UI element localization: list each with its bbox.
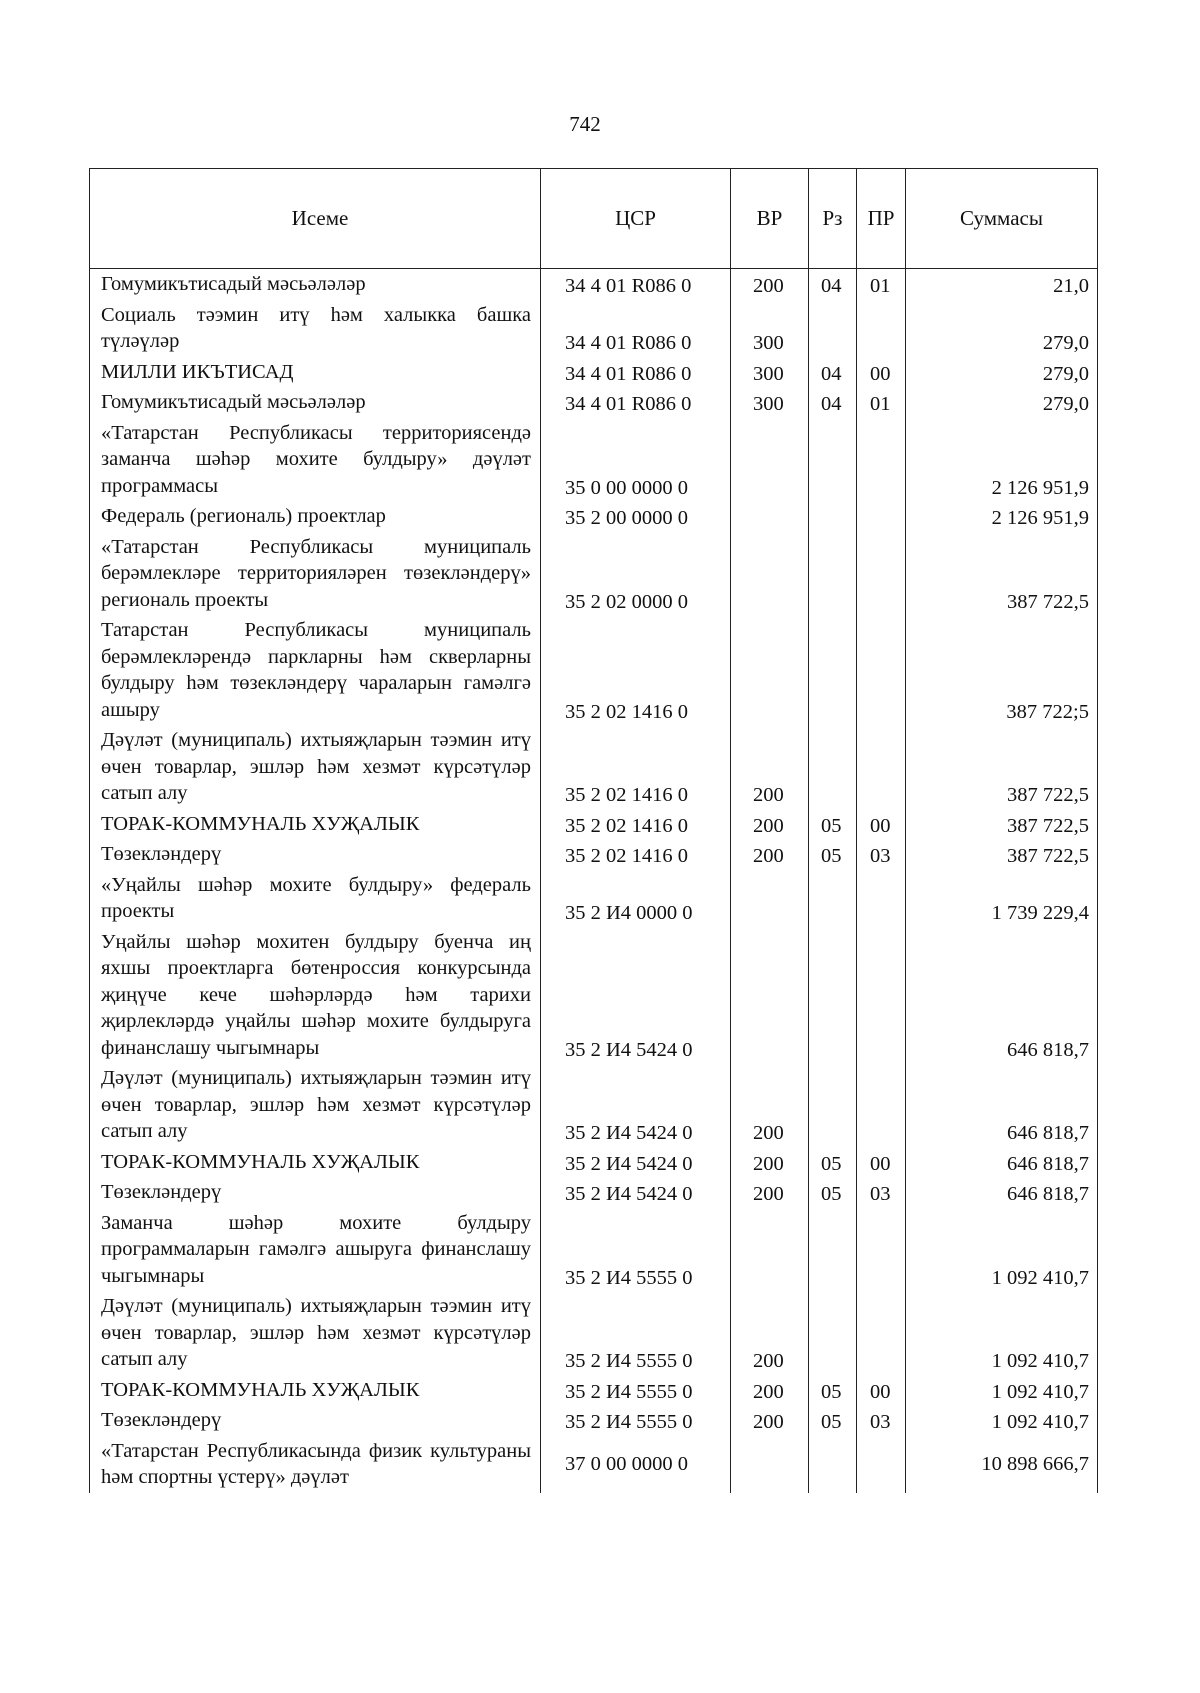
cell-pr <box>857 300 906 357</box>
cell-name: Татарстан Республикасы муниципаль берәмлекләрендә паркларны һәм скверларны булдыру һәм төзекләндерү чараларын гамәлгә ашыру <box>90 615 541 725</box>
cell-csr: 35 2 02 1416 0 <box>541 809 731 840</box>
cell-pr <box>857 927 906 1064</box>
cell-vr: 200 <box>731 725 809 809</box>
cell-vr: 200 <box>731 839 809 870</box>
cell-vr: 200 <box>731 1147 809 1178</box>
cell-name: «Татарстан Республикасы муниципаль берәмлекләре территорияләрен төзекләндерү» региональ проекты <box>90 532 541 616</box>
cell-sum: 1 092 410,7 <box>906 1291 1098 1375</box>
cell-rz <box>809 1291 857 1375</box>
cell-name: Заманча шәһәр мохите булдыру программаларын гамәлгә ашыруга финанслашу чыгымнары <box>90 1208 541 1292</box>
table-row <box>90 387 1098 418</box>
cell-pr: 00 <box>857 1147 906 1178</box>
cell-vr: 200 <box>731 1177 809 1208</box>
cell-pr <box>857 725 906 809</box>
table-row <box>90 839 1098 870</box>
table-row <box>90 501 1098 532</box>
cell-pr: 01 <box>857 387 906 418</box>
page-number: 742 <box>569 112 601 136</box>
cell-csr: 34 4 01 R086 0 <box>541 387 731 418</box>
cell-vr: 200 <box>731 1063 809 1147</box>
cell-rz <box>809 300 857 357</box>
cell-name: Дәүләт (муниципаль) ихтыяҗларын тәэмин итү өчен товарлар, эшләр һәм хезмәт күрсәтүләр сатып алу <box>90 1291 541 1375</box>
cell-name: Төзекләндерү <box>90 1405 541 1436</box>
table-row <box>90 300 1098 357</box>
table-row <box>90 418 1098 502</box>
table-header <box>90 169 1098 269</box>
cell-csr: 35 2 И4 5555 0 <box>541 1375 731 1406</box>
cell-vr <box>731 1436 809 1493</box>
cell-csr: 34 4 01 R086 0 <box>541 300 731 357</box>
cell-vr: 200 <box>731 1375 809 1406</box>
table-row <box>90 1208 1098 1292</box>
cell-pr <box>857 1436 906 1493</box>
cell-vr <box>731 870 809 927</box>
cell-rz <box>809 870 857 927</box>
cell-csr: 35 2 02 1416 0 <box>541 839 731 870</box>
cell-vr <box>731 927 809 1064</box>
table-row <box>90 269 1098 300</box>
table-row <box>90 1147 1098 1178</box>
cell-name: ТОРАК-КОММУНАЛЬ ХУҖАЛЫК <box>90 1147 541 1178</box>
cell-pr <box>857 1291 906 1375</box>
cell-vr <box>731 501 809 532</box>
cell-vr: 200 <box>731 1405 809 1436</box>
cell-sum: 387 722,5 <box>906 809 1098 840</box>
cell-vr <box>731 418 809 502</box>
cell-name: «Татарстан Республикасында физик культураны һәм спортны үстерү» дәүләт <box>90 1436 541 1493</box>
table-row <box>90 927 1098 1064</box>
header-vr: ВР <box>731 169 809 269</box>
cell-sum: 279,0 <box>906 387 1098 418</box>
header-name: Исеме <box>90 169 541 269</box>
cell-name: Гомумикътисадый мәсьәләләр <box>90 269 541 300</box>
cell-sum: 1 092 410,7 <box>906 1375 1098 1406</box>
cell-name: «Уңайлы шәһәр мохите булдыру» федераль проекты <box>90 870 541 927</box>
cell-sum: 387 722,5 <box>906 839 1098 870</box>
cell-sum: 1 092 410,7 <box>906 1208 1098 1292</box>
cell-rz: 04 <box>809 357 857 388</box>
cell-rz: 05 <box>809 1177 857 1208</box>
cell-rz <box>809 615 857 725</box>
cell-name: Төзекләндерү <box>90 1177 541 1208</box>
table-row <box>90 870 1098 927</box>
cell-csr: 35 2 00 0000 0 <box>541 501 731 532</box>
cell-rz <box>809 418 857 502</box>
cell-sum: 21,0 <box>906 269 1098 300</box>
cell-name: Дәүләт (муниципаль) ихтыяҗларын тәэмин итү өчен товарлар, эшләр һәм хезмәт күрсәтүләр сатып алу <box>90 725 541 809</box>
cell-rz: 04 <box>809 387 857 418</box>
cell-csr: 35 2 И4 5555 0 <box>541 1405 731 1436</box>
table-row <box>90 1177 1098 1208</box>
cell-vr: 200 <box>731 809 809 840</box>
cell-name: Социаль тәэмин итү һәм халыкка башка түләүләр <box>90 300 541 357</box>
cell-vr: 300 <box>731 387 809 418</box>
cell-csr: 35 2 И4 5424 0 <box>541 1177 731 1208</box>
cell-csr: 35 2 02 1416 0 <box>541 615 731 725</box>
cell-sum: 646 818,7 <box>906 1147 1098 1178</box>
header-row <box>90 169 1098 269</box>
cell-sum: 279,0 <box>906 300 1098 357</box>
cell-name: Төзекләндерү <box>90 839 541 870</box>
cell-rz: 04 <box>809 269 857 300</box>
cell-pr: 00 <box>857 1375 906 1406</box>
cell-sum: 2 126 951,9 <box>906 501 1098 532</box>
cell-sum: 646 818,7 <box>906 1177 1098 1208</box>
budget-table <box>89 168 1098 1493</box>
cell-sum: 279,0 <box>906 357 1098 388</box>
cell-pr: 03 <box>857 1405 906 1436</box>
cell-rz <box>809 927 857 1064</box>
cell-csr: 34 4 01 R086 0 <box>541 269 731 300</box>
header-rz: Рз <box>809 169 857 269</box>
cell-csr: 35 2 И4 5424 0 <box>541 927 731 1064</box>
cell-pr <box>857 870 906 927</box>
cell-vr <box>731 615 809 725</box>
cell-pr: 01 <box>857 269 906 300</box>
cell-csr: 35 2 И4 5555 0 <box>541 1291 731 1375</box>
cell-csr: 35 2 02 0000 0 <box>541 532 731 616</box>
cell-pr <box>857 418 906 502</box>
cell-sum: 387 722;5 <box>906 615 1098 725</box>
cell-csr: 35 2 И4 5424 0 <box>541 1147 731 1178</box>
cell-pr: 00 <box>857 357 906 388</box>
cell-rz: 05 <box>809 839 857 870</box>
cell-rz: 05 <box>809 1405 857 1436</box>
cell-csr: 35 2 И4 5424 0 <box>541 1063 731 1147</box>
cell-name: Федераль (региональ) проектлар <box>90 501 541 532</box>
table-body <box>90 269 1098 1493</box>
cell-pr: 03 <box>857 1177 906 1208</box>
table-row <box>90 532 1098 616</box>
header-pr: ПР <box>857 169 906 269</box>
cell-pr <box>857 1208 906 1292</box>
table-row <box>90 1291 1098 1375</box>
cell-rz <box>809 501 857 532</box>
cell-sum: 1 739 229,4 <box>906 870 1098 927</box>
cell-sum: 1 092 410,7 <box>906 1405 1098 1436</box>
cell-name: МИЛЛИ ИКЪТИСАД <box>90 357 541 388</box>
cell-vr <box>731 1208 809 1292</box>
cell-pr <box>857 501 906 532</box>
cell-pr <box>857 532 906 616</box>
cell-rz <box>809 1063 857 1147</box>
cell-vr <box>731 532 809 616</box>
cell-pr <box>857 615 906 725</box>
cell-csr: 35 2 И4 0000 0 <box>541 870 731 927</box>
cell-csr: 35 0 00 0000 0 <box>541 418 731 502</box>
cell-vr: 200 <box>731 1291 809 1375</box>
cell-rz: 05 <box>809 809 857 840</box>
cell-rz <box>809 532 857 616</box>
cell-name: Уңайлы шәһәр мохитен булдыру буенча иң яхшы проектларга бөтенроссия конкурсында җиңүче кече шәһәрләрдә һәм тарихи җирлекләрдә уңайлы шәһәр мохите булдыруга финанслашу чыгымнары <box>90 927 541 1064</box>
cell-name: Дәүләт (муниципаль) ихтыяҗларын тәэмин итү өчен товарлар, эшләр һәм хезмәт күрсәтүләр сатып алу <box>90 1063 541 1147</box>
cell-sum: 2 126 951,9 <box>906 418 1098 502</box>
cell-name: ТОРАК-КОММУНАЛЬ ХУҖАЛЫК <box>90 1375 541 1406</box>
budget-table-container <box>89 168 1097 1493</box>
cell-name: Гомумикътисадый мәсьәләләр <box>90 387 541 418</box>
table-row <box>90 1436 1098 1493</box>
table-row <box>90 725 1098 809</box>
cell-sum: 387 722,5 <box>906 532 1098 616</box>
cell-csr: 34 4 01 R086 0 <box>541 357 731 388</box>
cell-csr: 35 2 И4 5555 0 <box>541 1208 731 1292</box>
cell-sum: 387 722,5 <box>906 725 1098 809</box>
table-row <box>90 1063 1098 1147</box>
cell-vr: 300 <box>731 357 809 388</box>
cell-csr: 35 2 02 1416 0 <box>541 725 731 809</box>
cell-vr: 200 <box>731 269 809 300</box>
cell-pr <box>857 1063 906 1147</box>
table-row <box>90 615 1098 725</box>
cell-rz: 05 <box>809 1375 857 1406</box>
cell-csr: 37 0 00 0000 0 <box>541 1436 731 1493</box>
cell-sum: 646 818,7 <box>906 927 1098 1064</box>
table-row <box>90 1375 1098 1406</box>
cell-name: ТОРАК-КОММУНАЛЬ ХУҖАЛЫК <box>90 809 541 840</box>
cell-sum: 10 898 666,7 <box>906 1436 1098 1493</box>
header-csr: ЦСР <box>541 169 731 269</box>
cell-rz <box>809 1208 857 1292</box>
header-sum: Суммасы <box>906 169 1098 269</box>
cell-rz: 05 <box>809 1147 857 1178</box>
table-row <box>90 357 1098 388</box>
cell-vr: 300 <box>731 300 809 357</box>
cell-name: «Татарстан Республикасы территориясендә заманча шәһәр мохите булдыру» дәүләт программасы <box>90 418 541 502</box>
table-row <box>90 1405 1098 1436</box>
cell-rz <box>809 725 857 809</box>
cell-sum: 646 818,7 <box>906 1063 1098 1147</box>
cell-pr: 00 <box>857 809 906 840</box>
table-row <box>90 809 1098 840</box>
cell-rz <box>809 1436 857 1493</box>
cell-pr: 03 <box>857 839 906 870</box>
